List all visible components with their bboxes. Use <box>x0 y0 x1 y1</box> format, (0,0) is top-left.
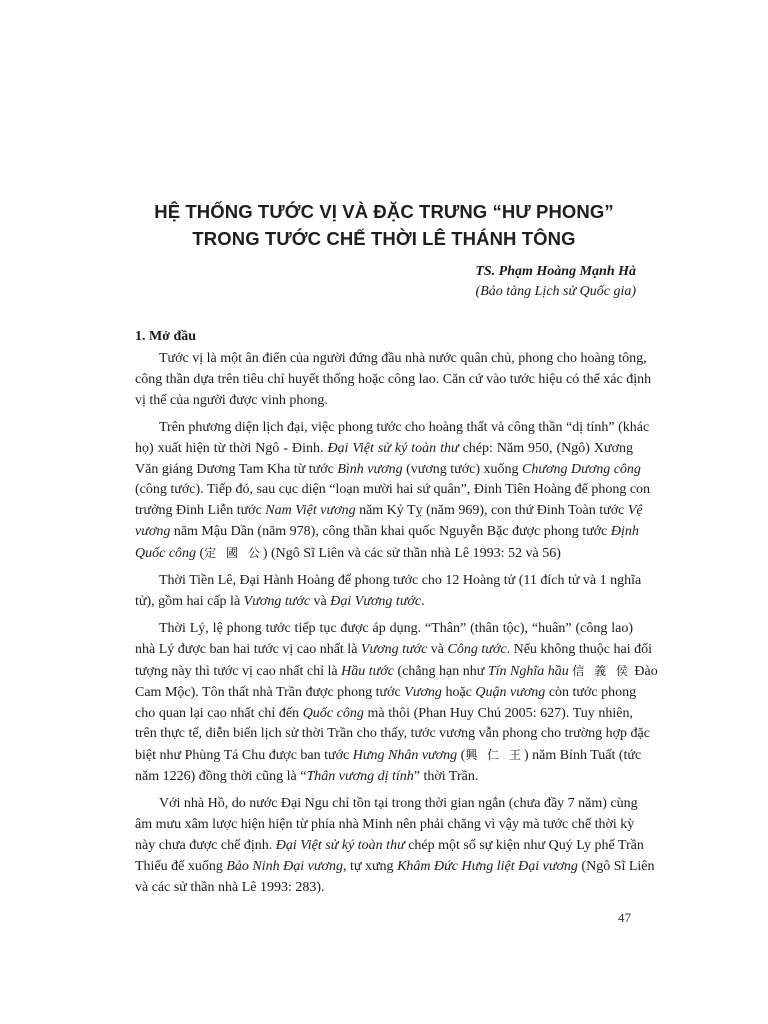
author-name: TS. Phạm Hoàng Mạnh Hà <box>475 264 636 279</box>
text-run: và <box>310 593 331 609</box>
text-line <box>135 501 643 522</box>
text-run: âm mưu xâm lược hiện hiện từ phía nhà Minh nên phải chăng vì vậy mà tước chế thời kỳ <box>135 817 635 833</box>
text-run: , tự xưng <box>342 858 398 874</box>
text-run: công thần dựa trên tiêu chí huyết thống hoặc công lao. Căn cứ vào tước hiệu có thể xác định <box>135 371 652 387</box>
paragraph <box>135 349 652 412</box>
italic-text: Quận vương <box>475 684 546 700</box>
text-run: trên thực tế, diễn biến lịch sử thời Trần cho thấy, tước vương vẫn phong cho trường hợp đặc <box>135 726 650 742</box>
text-run: hoặc <box>441 684 476 700</box>
text-run: Thiếu đế xuống <box>135 858 227 874</box>
text-run: năm 1226) đồng thời cũng là “ <box>135 769 307 785</box>
text-line <box>135 794 638 815</box>
text-line <box>135 619 633 640</box>
text-run: nhà Lý được ban hai tước vị cao nhất là <box>135 641 361 657</box>
text-line <box>135 418 650 439</box>
text-run: ) năm Bính Tuất (tức <box>523 748 642 764</box>
text-run: Đào <box>630 663 658 679</box>
text-run: và <box>427 641 448 657</box>
italic-text: Tín Nghĩa hầu <box>487 663 569 679</box>
text-line <box>135 745 642 767</box>
text-run: (chẳng hạn như <box>393 663 488 679</box>
italic-text: Quốc công <box>135 546 197 562</box>
italic-text: Hưng Nhân vương <box>352 748 458 764</box>
text-run: họ) xuất hiện từ thời Ngô - Đinh. <box>135 440 328 456</box>
text-line <box>135 878 633 899</box>
italic-text: Nam Việt vương <box>265 503 356 519</box>
text-run: (vương tước) xuống <box>402 461 523 477</box>
page-number: 47 <box>618 910 631 925</box>
text-line <box>135 836 644 857</box>
text-line <box>135 857 655 878</box>
text-run: chép: Năm 950, (Ngô) Xương <box>458 440 633 456</box>
italic-text: Vương tước <box>360 641 428 657</box>
text-run: Trên phương diện lịch đại, việc phong tước cho hoàng thất và công thần “dị tính” (khác <box>159 419 650 435</box>
text-line <box>135 724 650 745</box>
text-line <box>135 640 652 661</box>
text-run: (Ngô Sĩ Liên <box>577 858 655 874</box>
text-run: chép một số sự kiện như Quý Ly phế Trần <box>404 837 644 853</box>
text-line <box>135 683 637 704</box>
italic-text: Chương Dương công <box>522 461 641 477</box>
paragraph <box>135 794 655 899</box>
chinese-characters: 信 義 侯 <box>572 663 631 678</box>
text-run: Với nhà Hồ, do nước Đại Ngu chỉ tồn tại trong thời gian ngắn (chưa đầy 7 năm) cùng <box>159 796 638 812</box>
text-line <box>135 592 633 613</box>
text-run: còn tước phong <box>545 684 637 700</box>
text-line <box>135 767 633 788</box>
paragraph <box>135 418 651 565</box>
text-run: năm Mậu Dần (năm 978), công thần khai quốc Nguyễn Bặc được phong tước <box>170 524 611 540</box>
section-heading: 1. Mở đầu <box>135 329 197 344</box>
text-line <box>135 349 647 370</box>
article-title <box>0 198 768 252</box>
text-line <box>135 370 652 391</box>
text-line <box>135 571 642 592</box>
italic-text: Quốc công <box>302 705 364 721</box>
author-institution: (Bảo tàng Lịch sử Quốc gia) <box>475 284 636 299</box>
text-run: tử), gồm hai cấp là <box>135 593 244 609</box>
italic-text: Đại Việt sử ký toàn thư <box>275 837 405 853</box>
text-line <box>135 460 641 481</box>
author-block <box>475 262 636 302</box>
text-line <box>135 815 633 836</box>
italic-text: Khâm Đức Hưng liệt Đại vương <box>397 858 578 874</box>
text-run: Thời Lý, lệ phong tước tiếp tục được áp dụng. “Thân” (thân tộc), “huân” (công lao) <box>159 620 633 636</box>
chinese-characters: 定 國 公 <box>204 546 263 561</box>
article-body <box>135 349 658 905</box>
text-run: năm Kỷ Tỵ (năm 969), con thứ Đinh Toàn tước <box>355 503 628 519</box>
text-run: . <box>421 593 425 609</box>
text-line <box>135 661 658 683</box>
text-run: . Nếu không thuộc hai đối <box>506 641 652 657</box>
italic-text: Vệ <box>627 503 643 519</box>
italic-text: Thân vương dị tính <box>306 769 414 785</box>
italic-text: Hầu tước <box>341 663 394 679</box>
text-line <box>135 704 633 725</box>
text-run: ) (Ngô Sĩ Liên và các sử thần nhà Lê 1993: 52 và 56) <box>262 546 561 562</box>
text-run: Cam Mộc). Tôn thất nhà Trần được phong tước <box>135 684 405 700</box>
text-run: trưởng Đinh Liễn tước <box>135 503 266 519</box>
text-run: Văn giáng Dương Tam Kha từ tước <box>135 461 338 477</box>
italic-text: Đại Việt sử ký toàn thư <box>327 440 459 456</box>
title-line-2: TRONG TƯỚC CHẾ THỜI LÊ THÁNH TÔNG <box>192 228 576 249</box>
text-run: (công tước). Tiếp đó, sau cục diện “loạn mười hai sứ quân”, Đinh Tiên Hoàng để phong con <box>135 482 651 498</box>
text-line <box>135 543 633 565</box>
text-run: này chưa được chế định. <box>135 837 276 853</box>
italic-text: Công tước <box>447 641 507 657</box>
title-line-1: HỆ THỐNG TƯỚC VỊ VÀ ĐẶC TRƯNG “HƯ PHONG” <box>154 201 614 222</box>
text-run: ( <box>457 748 466 764</box>
italic-text: Vương <box>404 684 442 700</box>
text-run: và các sử thần nhà Lê 1993: 283). <box>135 879 325 895</box>
italic-text: Định <box>610 524 639 540</box>
text-run: biệt như Phùng Tá Chu được ban tước <box>135 748 353 764</box>
text-run: vị thế của người được vinh phong. <box>135 392 328 408</box>
text-run: ” thời Trần. <box>413 769 479 785</box>
text-line <box>135 480 651 501</box>
text-run: Thời Tiền Lê, Đại Hành Hoàng đế phong tước cho 12 Hoàng tử (11 đích tử và 1 nghĩa <box>159 573 642 589</box>
italic-text: Bảo Ninh Đại vương <box>226 858 343 874</box>
text-run: tượng này thì tước vị cao nhất chỉ là <box>135 663 342 679</box>
text-run: Tước vị là một ân điển của người đứng đầu nhà nước quân chủ, phong cho hoàng tông, <box>159 351 647 366</box>
chinese-characters: 興 仁 王 <box>465 748 524 763</box>
italic-text: Đại Vương tước <box>330 593 422 609</box>
italic-text: vương <box>135 524 171 540</box>
text-run: ( <box>196 546 205 562</box>
text-line <box>135 522 639 543</box>
text-run: cho quan lại cao nhất chỉ đến <box>135 705 303 721</box>
text-line <box>135 439 633 460</box>
paragraph <box>135 571 642 613</box>
text-line <box>135 391 633 412</box>
text-run: mà thôi (Phan Huy Chú 2005: 627). Tuy nhiên, <box>363 705 633 721</box>
italic-text: Vương tước <box>243 593 311 609</box>
paragraph <box>135 619 658 788</box>
italic-text: Bình vương <box>337 461 403 477</box>
